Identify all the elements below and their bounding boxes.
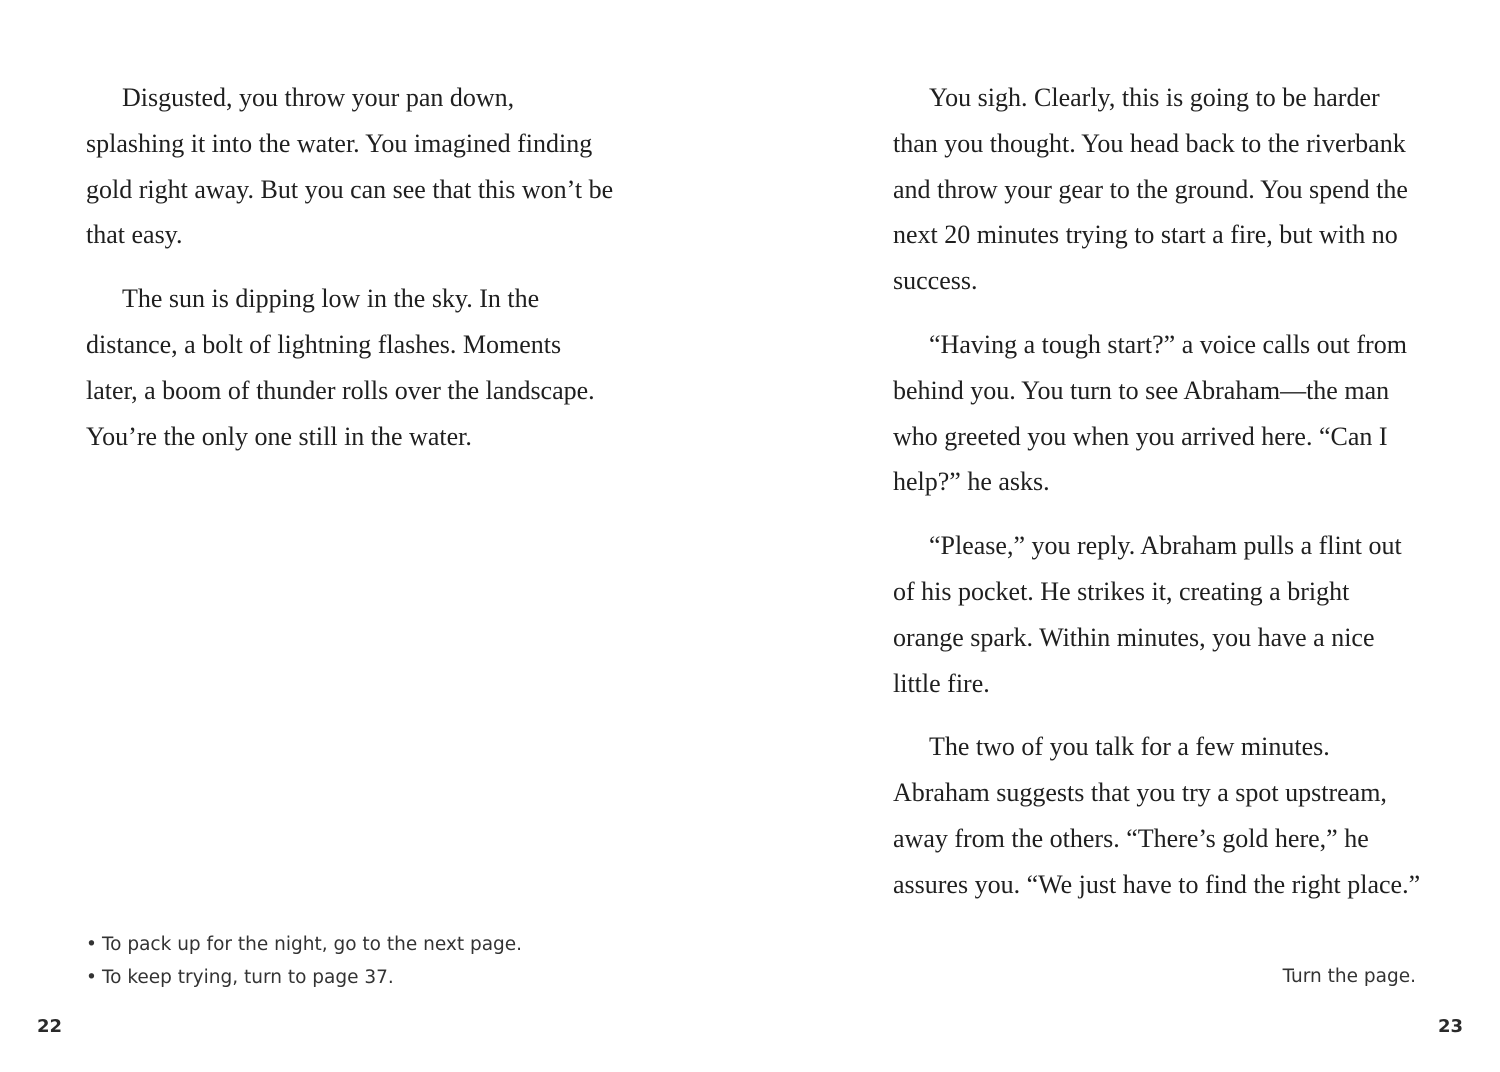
choice-list — [86, 930, 522, 996]
left-page-body — [86, 75, 616, 477]
paragraph: The two of you talk for a few minutes. Abraham suggests that you try a spot upstream, away from the others. “There’s gold here,” he assures you. “We just have to find the right place.” — [893, 732, 1421, 899]
paragraph: You sigh. Clearly, this is going to be harder than you thought. You head back to the riverbank and throw your gear to the ground. You spend the next 20 minutes trying to start a fire, but with no success. — [893, 83, 1408, 296]
bullet-icon: • — [86, 967, 97, 988]
paragraph: “Having a tough start?” a voice calls out from behind you. You turn to see Abraham—the man who greeted you when you arrived here. “Can I help?” he asks. — [893, 329, 1407, 497]
page-number: 22 — [37, 1016, 63, 1037]
paragraph: “Please,” you reply. Abraham pulls a flint out of his pocket. He strikes it, creating a bright orange spark. Within minutes, you have a nice little fire. — [893, 531, 1402, 698]
right-page-body — [893, 75, 1423, 926]
choice-item[interactable] — [86, 930, 522, 963]
choice-item[interactable] — [86, 963, 522, 996]
bullet-icon: • — [86, 934, 97, 955]
paragraph: Disgusted, you throw your pan down, splashing it into the water. You imagined finding gold right away. But you can see that this won’t be that easy. — [86, 83, 614, 250]
choice-text: To pack up for the night, go to the next page. — [102, 934, 523, 955]
choice-text: To keep trying, turn to page 37. — [102, 967, 394, 988]
turn-page-note[interactable]: Turn the page. — [1282, 966, 1416, 987]
right-page — [750, 0, 1500, 1072]
page-number: 23 — [1437, 1016, 1463, 1037]
paragraph: The sun is dipping low in the sky. In the distance, a bolt of lightning flashes. Moments later, a boom of thunder rolls over the landscape. You’re the only one still in the water. — [86, 284, 595, 451]
